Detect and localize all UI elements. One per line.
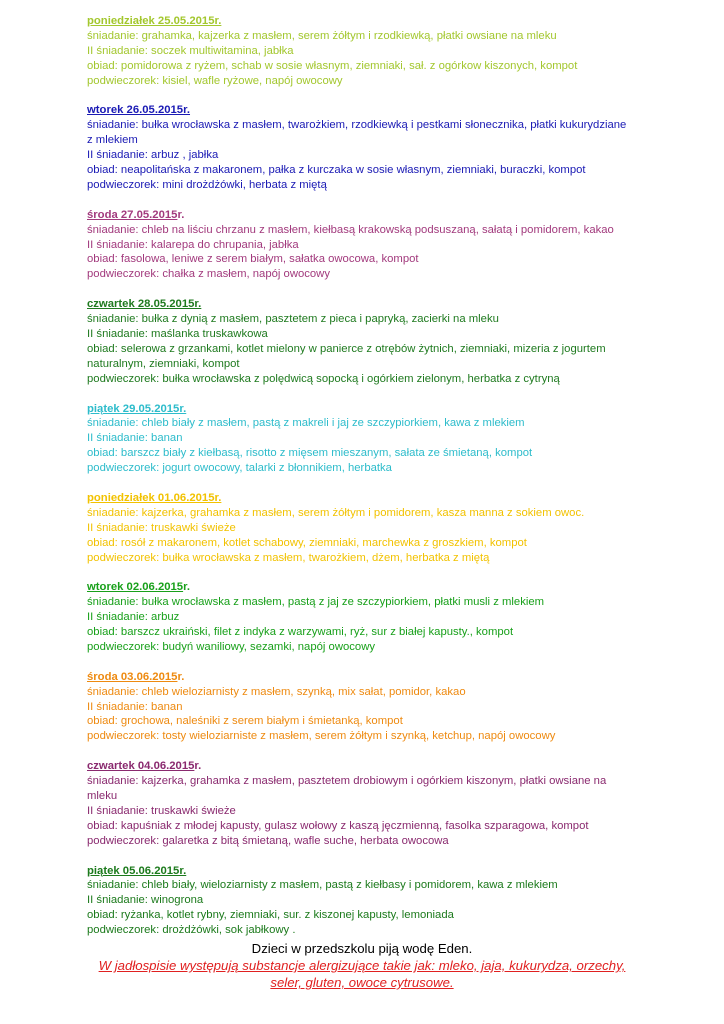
footer (60, 940, 664, 991)
meal-line: śniadanie: bułka wrocławska z masłem, twarożkiem, rzodkiewką i pestkami słonecznika, płatki kukurydziane z mlekiem (87, 119, 627, 147)
day-heading-date: piątek 05.06.2015r. (87, 864, 187, 877)
meal-line: obiad: grochowa, naleśniki z serem białym i śmietanką, kompot (87, 715, 403, 728)
day-heading-date: wtorek 26.05.2015r. (87, 104, 191, 117)
day-menu (87, 491, 627, 566)
day-menu (87, 580, 627, 655)
day-heading-suffix: r. (183, 581, 191, 594)
meal-line: śniadanie: chleb biały, wieloziarnisty z masłem, pastą z kiełbasy i pomidorem, kawa z mlekiem (87, 879, 558, 892)
day-heading (87, 580, 627, 595)
day-menu (87, 14, 627, 89)
meal-line: podwieczorek: kisiel, wafle ryżowe, napój owocowy (87, 74, 343, 87)
day-menu (87, 864, 627, 939)
day-heading (87, 297, 627, 312)
meal-line: podwieczorek: mini drożdżówki, herbata z miętą (87, 178, 327, 191)
day-menu (87, 759, 627, 848)
meal-line: obiad: kapuśniak z młodej kapusty, gulasz wołowy z kaszą jęczmienną, fasolka szparagowa, kompot (87, 819, 589, 832)
day-heading-date: poniedziałek 25.05.2015r. (87, 15, 222, 27)
meal-line: śniadanie: chleb na liściu chrzanu z masłem, kiełbasą krakowską podsuszaną, sałatą i pomidorem, kakao (87, 223, 614, 236)
meal-line: obiad: selerowa z grzankami, kotlet mielony w panierce z otrębów żytnich, ziemniaki, mizeria z jogurtem naturalnym, ziemniaki, kompot (87, 342, 606, 370)
day-heading-date: środa 27.05.2015 (87, 208, 178, 221)
meal-line: śniadanie: grahamka, kajzerka z masłem, serem żółtym i rzodkiewką, płatki owsiane na mleku (87, 29, 557, 42)
meal-line: II śniadanie: truskawki świeże (87, 521, 236, 534)
menu-list (87, 14, 627, 953)
meal-line: śniadanie: bułka wrocławska z masłem, pastą z jaj ze szczypiorkiem, płatki musli z mlekiem (87, 596, 545, 609)
meal-line: śniadanie: chleb biały z masłem, pastą z makreli i jaj ze szczypiorkiem, kawa z mlekiem (87, 417, 525, 430)
meal-line: obiad: pomidorowa z ryżem, schab w sosie własnym, ziemniaki, sał. z ogórkow kiszonych, kompot (87, 59, 578, 72)
allergen-note-line-1: W jadłospisie występują substancje alergizujące takie jak: mleko, jaja, kukurydza, orzechy, (98, 958, 626, 973)
meal-line: II śniadanie: soczek multiwitamina, jabłka (87, 44, 294, 57)
day-heading (87, 670, 627, 685)
meal-line: podwieczorek: drożdżówki, sok jabłkowy . (87, 924, 296, 937)
meal-line: podwieczorek: bułka wrocławska z masłem, twarożkiem, dżem, herbatka z miętą (87, 551, 490, 564)
meal-line: podwieczorek: chałka z masłem, napój owocowy (87, 268, 330, 281)
meal-line: podwieczorek: tosty wieloziarniste z masłem, serem żółtym i szynką, ketchup, napój owocowy (87, 730, 556, 743)
day-heading-date: czwartek 28.05.2015r. (87, 298, 202, 311)
meal-line: śniadanie: kajzerka, grahamka z masłem, pasztetem drobiowym i ogórkiem kiszonym, płatki owsiane na mleku (87, 775, 607, 802)
meal-line: obiad: fasolowa, leniwe z serem białym, sałatka owocowa, kompot (87, 253, 419, 266)
meal-line: podwieczorek: budyń waniliowy, sezamki, napój owocowy (87, 640, 375, 653)
day-heading-date: poniedziałek 01.06.2015r. (87, 491, 222, 504)
day-heading-date: środa 03.06.2015 (87, 670, 178, 683)
day-heading (87, 759, 627, 774)
day-menu (87, 402, 627, 477)
meal-line: obiad: barszcz biały z kiełbasą, risotto z mięsem mieszanym, sałata ze śmietaną, kompot (87, 447, 533, 460)
water-note: Dzieci w przedszkolu piją wodę Eden. (251, 941, 473, 956)
day-heading (87, 103, 627, 118)
meal-line: II śniadanie: truskawki świeże (87, 804, 236, 817)
meal-line: obiad: neapolitańska z makaronem, pałka z kurczaka w sosie własnym, ziemniaki, buraczki, kompot (87, 164, 586, 177)
day-heading (87, 864, 627, 879)
day-heading-date: wtorek 02.06.2015 (87, 581, 184, 594)
day-menu (87, 103, 627, 192)
day-heading (87, 402, 627, 417)
meal-line: II śniadanie: banan (87, 700, 183, 713)
day-heading (87, 14, 627, 29)
meal-line: podwieczorek: galaretka z bitą śmietaną, wafle suche, herbata owocowa (87, 834, 449, 847)
day-heading-suffix: r. (177, 208, 185, 221)
day-menu (87, 297, 627, 386)
meal-line: śniadanie: bułka z dynią z masłem, pasztetem z pieca i papryką, zacierki na mleku (87, 313, 499, 326)
day-heading-suffix: r. (194, 760, 202, 773)
day-heading-suffix: r. (177, 670, 185, 683)
meal-line: II śniadanie: kalarepa do chrupania, jabłka (87, 238, 299, 251)
day-menu (87, 208, 627, 283)
day-heading-date: piątek 29.05.2015r. (87, 402, 187, 415)
meal-line: II śniadanie: maślanka truskawkowa (87, 327, 268, 340)
meal-line: śniadanie: chleb wieloziarnisty z masłem, szynką, mix sałat, pomidor, kakao (87, 685, 466, 698)
meal-line: II śniadanie: arbuz , jabłka (87, 149, 219, 162)
day-heading (87, 208, 627, 223)
meal-line: obiad: barszcz ukraiński, filet z indyka z warzywami, ryż, sur z białej kapusty., kompot (87, 626, 514, 639)
meal-line: II śniadanie: banan (87, 432, 183, 445)
allergen-note-line-2: seler, gluten, owoce cytrusowe. (270, 975, 454, 990)
meal-line: podwieczorek: jogurt owocowy, talarki z błonnikiem, herbatka (87, 462, 392, 475)
day-heading (87, 491, 627, 506)
meal-line: II śniadanie: winogrona (87, 894, 204, 907)
day-menu (87, 670, 627, 745)
meal-line: II śniadanie: arbuz (87, 611, 180, 624)
meal-line: podwieczorek: bułka wrocławska z polędwicą sopocką i ogórkiem zielonym, herbatka z cytryną (87, 372, 560, 385)
meal-line: śniadanie: kajzerka, grahamka z masłem, serem żółtym i pomidorem, kasza manna z sokiem owoc. (87, 506, 585, 519)
meal-line: obiad: rosół z makaronem, kotlet schabowy, ziemniaki, marchewka z groszkiem, kompot (87, 536, 527, 549)
meal-line: obiad: ryżanka, kotlet rybny, ziemniaki, sur. z kiszonej kapusty, lemoniada (87, 909, 454, 922)
day-heading-date: czwartek 04.06.2015 (87, 760, 195, 773)
